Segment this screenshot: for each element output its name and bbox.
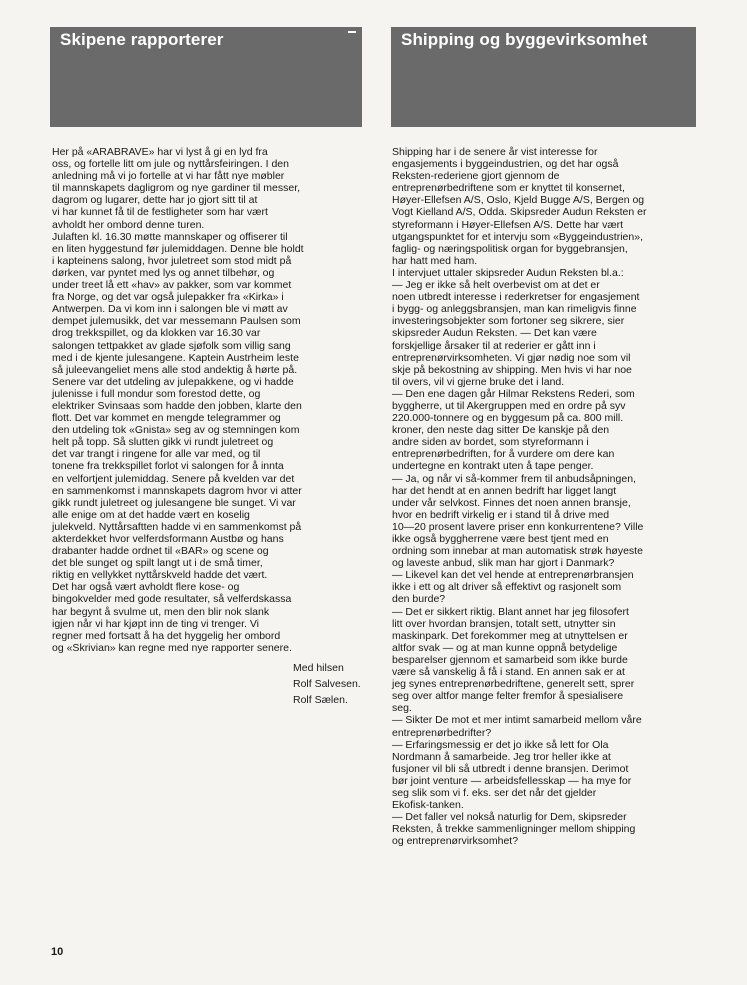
article-text-line: I intervjuet uttaler skipsreder Audun Reksten bl.a.: — [392, 266, 624, 279]
article-text-line: det ble sunget og spilt langt ut i de små timer, — [52, 557, 263, 570]
article-text-line: julenisse i full mondur som forestod dette, og — [52, 387, 261, 400]
article-text-line: Antwerpen. Da vi kom inn i salongen ble vi møtt av — [52, 303, 288, 316]
left-article-signature — [293, 660, 361, 708]
article-text-line: ordning som innebar at man automatisk strøk høyeste — [392, 545, 643, 558]
article-text-line: under treet lå ett «hav» av pakker, som var kommet — [52, 279, 292, 292]
article-text-line: Shipping har i de senere år vist interesse for — [392, 146, 598, 158]
article-text-line: avholdt her ombord denne turen. — [52, 218, 205, 231]
left-article-banner — [50, 27, 362, 127]
right-article-body — [392, 146, 704, 847]
article-text-line: og «Skrivian» kan regne med nye rapporter senere. — [52, 641, 292, 654]
article-text-line: i kapteinens salong, hvor juletreet som stod midt på — [52, 254, 292, 267]
article-text-line: — Erfaringsmessig er det jo ikke så lett for Ola — [392, 738, 609, 751]
article-text-line: seg. — [392, 702, 412, 715]
article-text-line: seg over altfor mange felter fremfor å spesialisere — [392, 690, 624, 703]
article-text-line: har det hendt at en annen bedrift har ligget langt — [392, 484, 617, 497]
article-text-line: Reksten, å trekke sammenligninger mellom shipping — [392, 823, 636, 836]
article-text-line: styreformann i Høyer-Ellefsen A/S. Dette har vært — [392, 218, 624, 231]
article-text-line: være så vanskelig å få i stand. En annen sak er at — [392, 666, 625, 679]
article-text-line: skje på bekostning av shipping. Men hvis vi har noe — [392, 363, 632, 376]
article-text-line: seg slik som vi f. eks. ser det når det gjelder — [392, 786, 597, 799]
article-text-line: utgangspunktet for et intervju som «Byggeindustrien», — [392, 230, 643, 243]
article-text-line: den burde? — [392, 593, 446, 606]
article-text-line: tonene fra trekkspillet forlot vi salongen for å innta — [52, 460, 284, 473]
article-text-line: dagrom og lugarer, dette har jo gjort sitt til at — [52, 194, 258, 207]
right-article-banner — [391, 27, 696, 127]
article-text-line: bingokvelder med gode resultater, så velferdskassa — [52, 593, 292, 606]
article-text-line: Ekofisk-tanken. — [392, 799, 464, 812]
article-text-line: noen utbredt interesse i rederkretser for engasjement — [392, 291, 640, 304]
article-text-line: entreprenørvirksomheten. Vi gjør nødig noe som vil — [392, 351, 631, 364]
left-article-body — [52, 146, 370, 654]
article-text-line: en liten hyggestund før julemiddagen. Denne ble holdt — [52, 242, 304, 255]
article-text-line: riktig en vellykket nyttårskveld hadde det vært. — [52, 569, 268, 582]
article-text-line: ikke også byggherrene være best tjent med en — [392, 533, 609, 545]
article-text-line: anledning må vi jo fortelle at vi har fått nye møbler — [52, 170, 285, 183]
article-text-line: en sammenkomst i mannskapets dagrom hvor vi atter — [52, 484, 302, 497]
article-text-line: byggherre, ut til Akergruppen med en ordre på syv — [392, 399, 626, 412]
article-text-line: i bygg- og anleggsbransjen, man kan rimeligvis finne — [392, 303, 637, 316]
article-text-line: altfor svak — og at man kunne oppnå betydelige — [392, 641, 618, 654]
article-text-line: Julaften kl. 16.30 møtte mannskaper og offiserer til — [52, 230, 288, 243]
article-text-line: oss, og fortelle litt om jule og nyttårsfeiringen. I den — [52, 158, 289, 171]
article-text-line: har begynt å svulme ut, men den blir nok slank — [52, 605, 270, 618]
article-text-line: en velfortjent julemiddag. Senere på kvelden var det — [52, 472, 295, 485]
article-text-line: elektriker Svinsaas som hadde den jobben, klarte den — [52, 399, 302, 412]
article-text-line: faglig- og næringspolitisk organ for byggebransjen, — [392, 242, 628, 255]
article-text-line: skipsreder Audun Reksten. — Det kan være — [392, 327, 597, 340]
article-text-line: — Sikter De mot et mer intimt samarbeid mellom våre — [392, 714, 642, 727]
article-text-line: kroner, den neste dag sitter De kanskje på den — [392, 424, 610, 437]
article-text-line: 220.000-tonnere og en byggesum på ca. 800 mill. — [392, 412, 624, 425]
article-text-line: Vogt Kielland A/S, Odda. Skipsreder Audun Reksten er — [392, 206, 647, 219]
article-text-line: entreprenørbedriften, for å vurdere om dere kan — [392, 448, 615, 461]
signature-name-1: Rolf Salvesen. — [293, 678, 361, 690]
article-text-line: entreprenørbedriftene som er knyttet til konsernet, — [392, 182, 625, 195]
page-number: 10 — [51, 946, 64, 958]
article-text-line: flott. Det var kommet en mengde telegrammer og — [52, 412, 281, 425]
article-text-line: har hatt med ham. — [392, 254, 478, 267]
article-text-line: Reksten-rederiene gjort gjennom de — [392, 170, 560, 183]
article-text-line: litt over hvordan bransjen, totalt sett, utnytter sin — [392, 617, 616, 630]
article-text-line: akterdekket hvor velferdsformann Austbø og hans — [52, 533, 284, 545]
article-text-line: — Det faller vel nokså naturlig for Dem, skipsreder — [392, 811, 627, 824]
article-text-line: vi har kunnet få til de festligheter som har vært — [52, 206, 268, 219]
article-text-line: Høyer-Ellefsen A/S, Oslo, Kjeld Bugge A/S, Bergen og — [392, 194, 645, 207]
banner-dash-mark — [348, 31, 356, 33]
article-text-line: fusjoner vil bli så utbredt i denne bransjen. Derimot — [392, 762, 629, 775]
article-text-line: ikke i ett og alt driver så effektivt og rasjonelt som — [392, 581, 622, 594]
article-text-line: salongen tettpakket av glade sjøfolk som villig sang — [52, 339, 291, 352]
article-text-line: jeg synes entreprenørbedriftene, generelt sett, sprer — [392, 678, 635, 691]
article-text-line: dempet julemusikk, det var messemann Paulsen som — [52, 315, 301, 328]
article-text-line: — Ja, og når vi så-kommer frem til anbudsåpningen, — [392, 472, 636, 485]
article-text-line: — Jeg er ikke så helt overbevist om at det er — [392, 279, 600, 292]
article-text-line: den utdeling tok «Gnista» seg av og stemningen kom — [52, 424, 300, 437]
article-text-line: — Det er sikkert riktig. Blant annet har jeg filosofert — [392, 605, 629, 618]
article-text-line: 10—20 prosent lavere priser enn konkurrentene? Ville — [392, 520, 644, 533]
article-text-line: til overs, vil vi gjerne bruke det i land. — [392, 375, 565, 388]
article-text-line: med i de kjente julesangene. Kaptein Austrheim leste — [52, 351, 299, 364]
article-text-line: igjen når vi har kjøpt inn de ting vi trenger. Vi — [52, 617, 260, 630]
article-text-line: alle enige om at det hadde vært en koselig — [52, 508, 250, 521]
article-text-line: så juleevangeliet mens alle stod andektig å hørte på. — [52, 363, 298, 376]
article-text-line: julekveld. Nyttårsaftten hadde vi en sammenkomst på — [52, 520, 302, 533]
article-text-line: drabanter hadde ordnet til «BAR» og scene og — [52, 545, 269, 558]
signature-greeting: Med hilsen — [293, 662, 344, 674]
article-text-line: til mannskapets dagligrom og nye gardiner til messer, — [52, 182, 301, 195]
article-text-line: gikk rundt juletreet og julesangene ble sunget. Vi var — [52, 496, 296, 509]
left-article-title: Skipene rapporterer — [60, 30, 224, 49]
article-text-line: engasjements i byggeindustrien, og det har også — [392, 158, 619, 171]
article-text-line: entreprenørbedrifter? — [392, 726, 492, 739]
article-text-line: dørken, var pyntet med lys og annet tilbehør, og — [52, 266, 275, 279]
article-text-line: — Likevel kan det vel hende at entreprenørbransjen — [392, 569, 634, 582]
article-text-line: bør joint venture — arbeidsfellesskap — ha mye for — [392, 774, 632, 787]
article-text-line: Det har også vært avholdt flere kose- og — [52, 581, 240, 594]
right-article-title: Shipping og byggevirksomhet — [401, 30, 648, 49]
article-text-line: fra Norge, og det var også julepakker fra «Kirka» i — [52, 291, 284, 304]
article-text-line: Her på «ARABRAVE» har vi lyst å gi en lyd fra — [52, 146, 268, 158]
article-text-line: maskinpark. Det forekommer meg at utnyttelsen er — [392, 629, 628, 642]
article-text-line: drog trekkspillet, og da klokken var 16.30 var — [52, 327, 261, 340]
signature-name-2: Rolf Sælen. — [293, 694, 348, 706]
article-text-line: det var trangt i ringene for alle var med, og til — [52, 448, 261, 461]
article-text-line: besparelser gjennom et samarbeid som ikke burde — [392, 653, 628, 666]
article-text-line: helt på topp. Så slutten gikk vi rundt juletreet og — [52, 436, 274, 449]
article-text-line: og entreprenørvirksomhet? — [392, 835, 519, 848]
article-text-line: investeringsobjekter som fortoner seg sikrere, sier — [392, 315, 625, 328]
article-text-line: Senere var det utdeling av julepakkene, og vi hadde — [52, 375, 294, 388]
article-text-line: andre siden av bordet, som styreformann i — [392, 436, 589, 449]
article-text-line: — Den ene dagen går Hilmar Rekstens Rederi, som — [392, 387, 635, 400]
article-text-line: Nordmann å samarbeide. Jeg tror heller ikke at — [392, 750, 611, 763]
article-text-line: og laveste anbud, slik man har gjort i Danmark? — [392, 557, 615, 570]
article-text-line: regner med fortsatt å ha det hyggelig her ombord — [52, 629, 281, 642]
article-text-line: undertegne en kontrakt uten å tape penger. — [392, 460, 594, 473]
article-text-line: under vår selvkost. Finnes det noen annen bransje, — [392, 496, 631, 509]
article-text-line: forskjellige årsaker til at rederier er gått inn i — [392, 339, 596, 352]
article-text-line: hvor en bedrift virkelig er i stand til å drive med — [392, 508, 610, 521]
